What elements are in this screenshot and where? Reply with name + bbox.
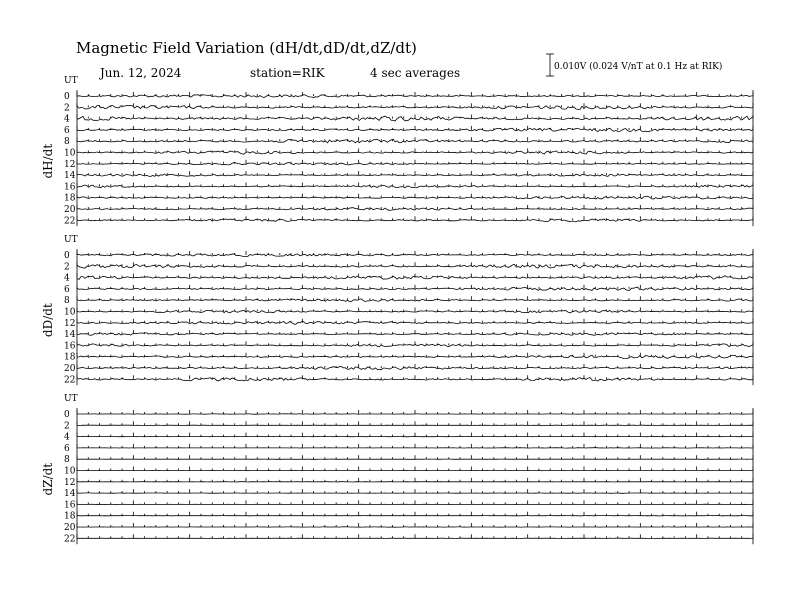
row-label: 22 — [64, 534, 76, 545]
row-label: 8 — [64, 296, 70, 307]
row-label: 12 — [64, 159, 76, 170]
row-label: 4 — [64, 114, 70, 125]
row-label: 10 — [64, 148, 76, 159]
station-label: station=RIK — [250, 66, 325, 80]
date-label: Jun. 12, 2024 — [100, 66, 182, 80]
panels — [41, 76, 753, 544]
row-label: 20 — [64, 523, 76, 533]
row-label: 22 — [64, 375, 76, 386]
row-label: 20 — [64, 205, 76, 215]
ut-axis-label: UT — [64, 394, 78, 404]
row-label: 18 — [64, 511, 76, 522]
row-label: 2 — [64, 421, 70, 432]
row-label: 14 — [64, 330, 76, 341]
row-label: 6 — [64, 284, 70, 295]
row-label: 0 — [64, 251, 70, 261]
panel-ylabel: dZ/dt — [41, 462, 55, 496]
scale-bar — [546, 54, 722, 76]
ut-axis-label: UT — [64, 76, 78, 86]
row-label: 14 — [64, 171, 76, 182]
row-label: 2 — [64, 262, 70, 273]
panel-2 — [41, 394, 753, 544]
row-label: 16 — [64, 500, 76, 511]
row-label: 8 — [64, 455, 70, 466]
row-label: 4 — [64, 273, 70, 284]
row-label: 10 — [64, 307, 76, 318]
averaging-label: 4 sec averages — [370, 66, 461, 80]
row-label: 10 — [64, 466, 76, 477]
row-label: 16 — [64, 182, 76, 193]
row-label: 8 — [64, 137, 70, 148]
row-label: 0 — [64, 92, 70, 102]
row-label: 4 — [64, 432, 70, 443]
row-label: 20 — [64, 364, 76, 374]
row-label: 16 — [64, 341, 76, 352]
panel-0 — [41, 76, 753, 226]
row-label: 2 — [64, 103, 70, 114]
row-label: 0 — [64, 410, 70, 420]
ut-axis-label: UT — [64, 235, 78, 245]
row-label: 18 — [64, 193, 76, 204]
panel-ylabel: dH/dt — [41, 143, 55, 179]
row-label: 12 — [64, 477, 76, 488]
row-label: 6 — [64, 125, 70, 136]
chart-title: Magnetic Field Variation (dH/dt,dD/dt,dZ/dt) — [76, 39, 417, 57]
panel-1 — [41, 235, 753, 385]
scale-bar-label: 0.010V (0.024 V/nT at 0.1 Hz at RIK) — [554, 62, 723, 72]
row-label: 22 — [64, 216, 76, 227]
row-label: 6 — [64, 443, 70, 454]
row-label: 12 — [64, 318, 76, 329]
row-label: 18 — [64, 352, 76, 363]
row-label: 14 — [64, 489, 76, 500]
panel-ylabel: dD/dt — [41, 303, 55, 338]
